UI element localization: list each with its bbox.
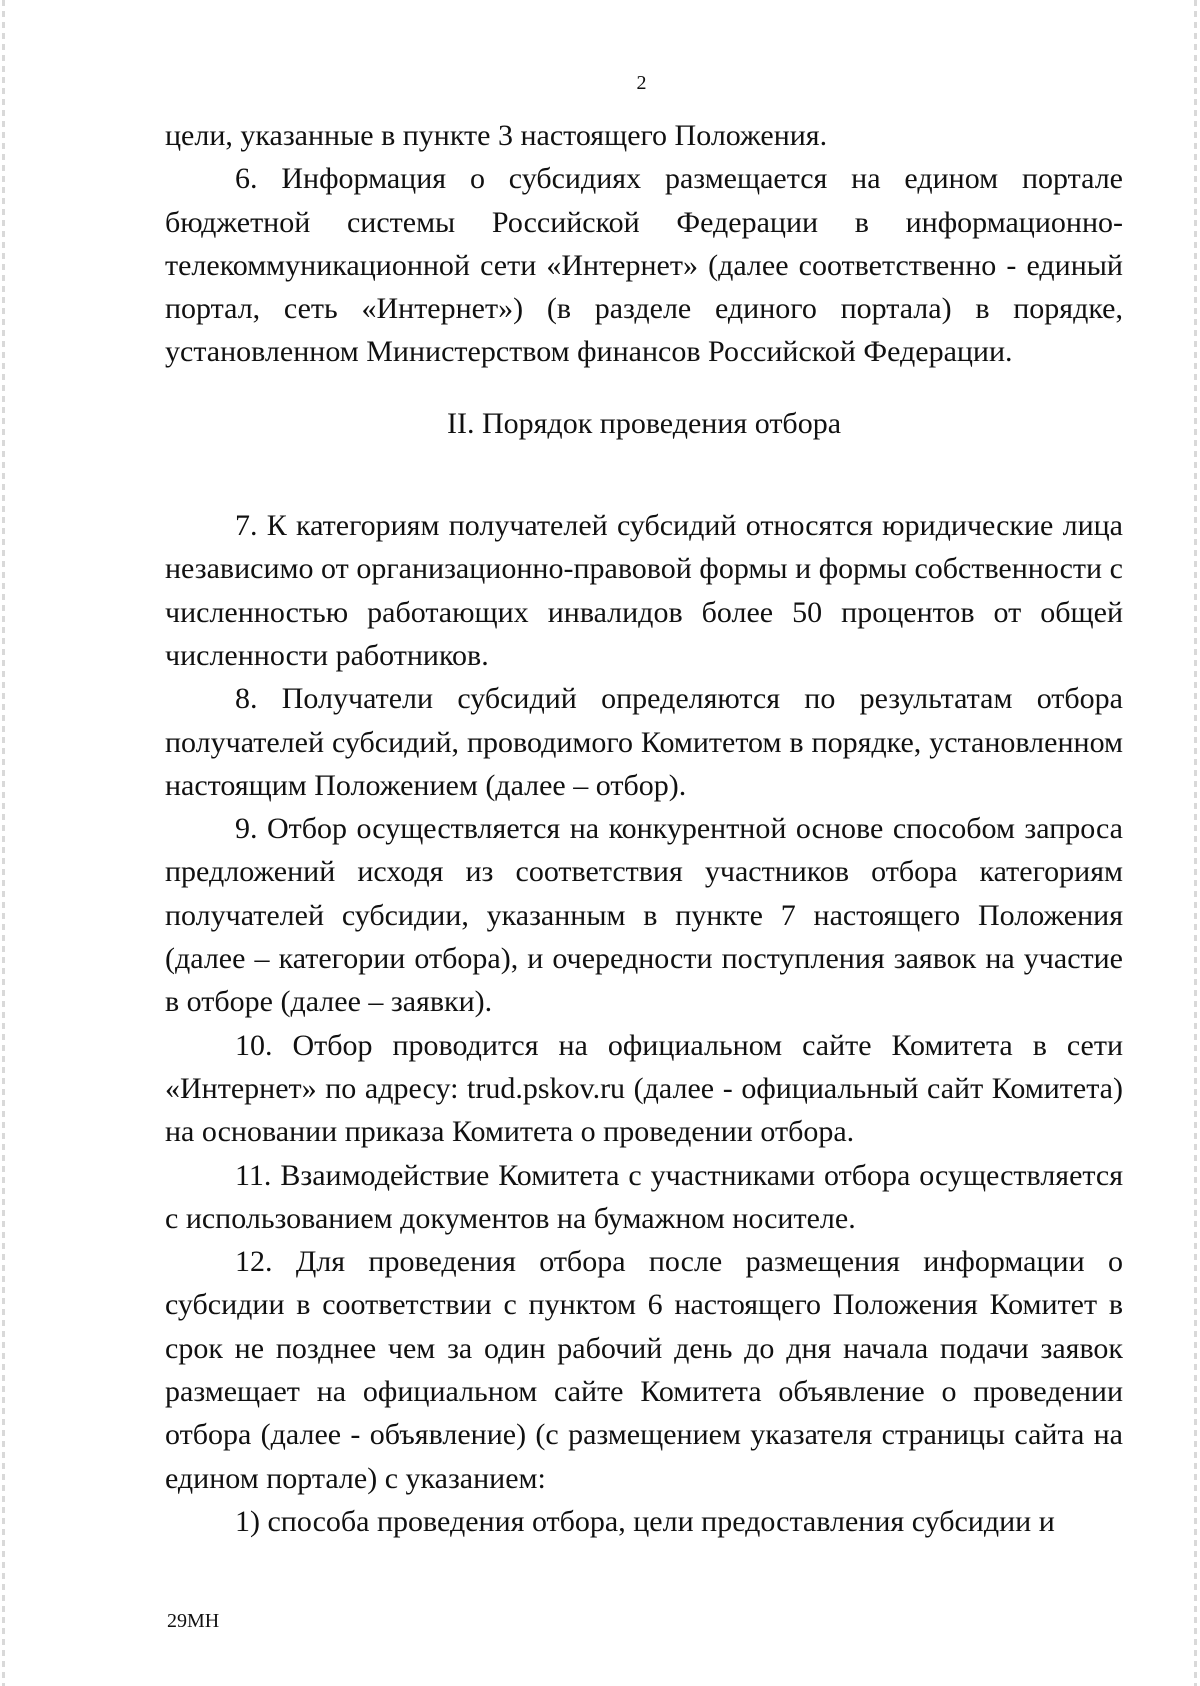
paragraph-11: 11. Взаимодействие Комитета с участниками отбора осуществляется с использованием документов на бумажном носителе. [165,1158,1123,1235]
page-number: 2 [636,72,647,94]
paragraph-5-continuation: цели, указанные в пункте 3 настоящего Положения. [165,119,828,152]
paragraph-6: 6. Информация о субсидиях размещается на едином портале бюджетной системы Российской Федерации в информационно-телекоммуникационной сети «Интернет» (далее соответственно - единый портал, сеть «Интернет») (в разделе единого портала) в порядке, установленном Министерством финансов Российской Федерации. [165,162,1123,369]
paragraph-9: 9. Отбор осуществляется на конкурентной основе способом запроса предложений исходя из соответствия участников отбора категориям получателей субсидии, указанным в пункте 7 настоящего Положения (далее – категории отбора), и очередности поступления заявок на участие в отборе (далее – заявки). [165,812,1123,1019]
footer-document-code: 29МН [167,1610,220,1632]
paragraph-12-item-1: 1) способа проведения отбора, цели предоставления субсидии и [235,1504,1055,1538]
paragraph-12: 12. Для проведения отбора после размещения информации о субсидии в соответствии с пунктом 6 настоящего Положения Комитет в срок не позднее чем за один рабочий день до дня начала подачи заявок размещает на официальном сайте Комитета объявление о проведении отбора (далее - объявление) (с размещением указателя страницы сайта на едином портале) с указанием: [165,1245,1123,1495]
scan-edge-left [2,0,5,1686]
scan-edge-right [1194,0,1197,1686]
paragraph-10: 10. Отбор проводится на официальном сайте Комитета в сети «Интернет» по адресу: trud.pskov.ru (далее - официальный сайт Комитета) на основании приказа Комитета о проведении отбора. [165,1028,1123,1149]
section-heading: II. Порядок проведения отбора [446,406,842,440]
paragraph-8: 8. Получатели субсидий определяются по результатам отбора получателей субсидий, проводимого Комитетом в порядке, установленном настоящим Положением (далее – отбор). [165,682,1123,802]
document-body [165,114,1123,1543]
paragraph-7: 7. К категориям получателей субсидий относятся юридические лица независимо от организационно-правовой формы и формы собственности с численностью работающих инвалидов более 50 процентов от общей численности работников. [165,509,1123,672]
